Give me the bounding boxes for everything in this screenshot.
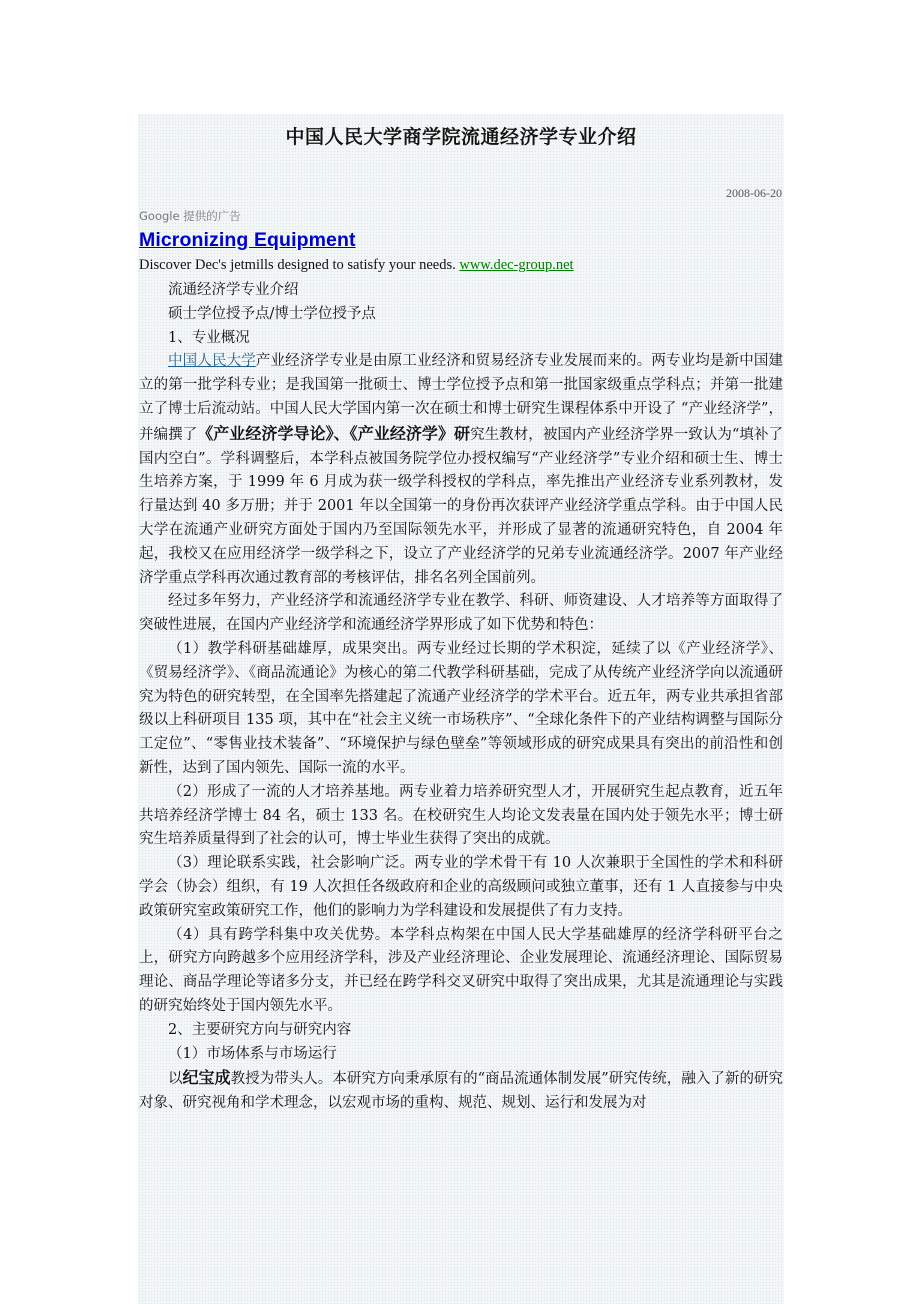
ad-description (139, 257, 574, 274)
paragraph-market (139, 1066, 783, 1116)
paragraph-point-2: （2）形成了一流的人才培养基地。两专业着力培养研究型人才，开展研究生起点教育，近五年共培养经济学博士 84 名，硕士 133 名。在校研究生人均论文发表量在国内处于领先水平；博士研究生培养质量得到了社会的认可，博士毕业生获得了突出的成就。 (139, 783, 783, 848)
paragraph-text: 究生教材，被国内产业经济学界一致认为“填补了国内空白”。学科调整后，本学科点被国务院学位办授权编写“产业经济学”专业介绍和硕士生、博士生培养方案，于 1999 年 6 月成为获一级学科授权的学科点，率先推出产业经济专业系列教材，发行量达到 40 多万册；并于 2001 年以全国第一的身份再次获评产业经济学重点学科。由于中国人民大学在流通产业研究方面处于国内乃至国际领先水平，并形成了显著的流通研究特色，自 2004 年起，我校又在应用经济学一级学科之下，设立了产业经济学的兄弟专业流通经济学。2007 年产业经济学重点学科再次通过教育部的考核评估，排名名列全国前列。 (139, 426, 783, 586)
paragraph-progress: 经过多年努力，产业经济学和流通经济学专业在教学、科研、师资建设、人才培养等方面取得了突破性进展，在国内产业经济学和流通经济学界形成了如下优势和特色： (139, 593, 783, 634)
publish-date: 2008-06-20 (726, 186, 782, 200)
paragraph-point-1: （1）教学科研基础雄厚，成果突出。两专业经过长期的学术积淀，延续了以《产业经济学》、《贸易经济学》、《商品流通论》为核心的第二代教学科研基础，完成了从传统产业经济学向以流通研究为特色的研究转型，在全国率先搭建起了流通产业经济学的学术平台。近五年，两专业共承担省部级以上科研项目 135 项，其中在“社会主义统一市场秩序”、“全球化条件下的产业结构调整与国际分工定位”、“零售业技术装备”、“环境保护与绿色壁垒”等领域形成的研究成果具有突出的前沿性和创新性，达到了国内领先、国际一流的水平。 (139, 640, 783, 776)
paragraph-overview (139, 350, 783, 590)
paragraph-text: 以 (168, 1071, 183, 1088)
paragraph-point-4: （4）具有跨学科集中攻关优势。本学科点构架在中国人民大学基础雄厚的经济学科研平台之上，研究方向跨越多个应用经济学科，涉及产业经济理论、企业发展理论、流通经济理论、国际贸易理论、商品学理论等诸多分支，并已经在跨学科交叉研究中取得了突出成果，尤其是流通理论与实践的研究始终处于国内领先水平。 (139, 926, 783, 1014)
page-title: 中国人民大学商学院流通经济学专业介绍 (285, 126, 637, 148)
section-heading-research: 2、主要研究方向与研究内容 (168, 1021, 352, 1038)
paragraph-point-3: （3）理论联系实践，社会影响广泛。两专业的学术骨干有 10 人次兼职于全国性的学术和科研学会（协会）组织，有 19 人次担任各级政府和企业的高级顾问或独立董事，还有 1 人直接参与中央政策研究室政策研究工作，他们的影响力为学科建设和发展提供了有力支持。 (139, 855, 783, 919)
article-body (139, 279, 783, 1116)
ad-title-link[interactable]: Micronizing Equipment (139, 229, 356, 251)
section-heading-overview: 1、专业概况 (168, 329, 250, 346)
ad-text: Discover Dec's jetmills designed to satisfy your needs. (139, 257, 456, 273)
leader-name: 纪宝成 (182, 1068, 231, 1088)
paragraph-heading: 流通经济学专业介绍 (168, 282, 299, 298)
paragraph-text: 产业经济学专业是由原工业经济和贸易经济专业发展而来的。两专业均是新中国建立的第一批学科专业；是我国第一批硕士、博士学位授予点和第一批国家级重点学科点；并第一批建立了博士后流动站。中国人民大学国内第一次在硕士和博士研究生课程体系中开设了 “产业经济学”，并编撰了 (139, 353, 784, 443)
paragraph-text: 教授为带头人。本研究方向秉承原有的“商品流通体制发展”研究传统，融入了新的研究对象、研究视角和学术理念，以宏观市场的重构、规范、规划、运行和发展为对 (139, 1071, 783, 1112)
renmin-university-link[interactable]: 中国人民大学 (168, 353, 256, 370)
ad-url-link[interactable]: www.dec-group.net (459, 257, 574, 273)
paragraph-subheading: 硕士学位授予点/博士学位授予点 (168, 305, 376, 322)
textbook-titles: 《产业经济学导论》、《产业经济学》研 (197, 423, 471, 443)
subsection-heading-market: （1）市场体系与市场运行 (168, 1045, 337, 1062)
ad-label: Google 提供的广告 (139, 209, 241, 223)
